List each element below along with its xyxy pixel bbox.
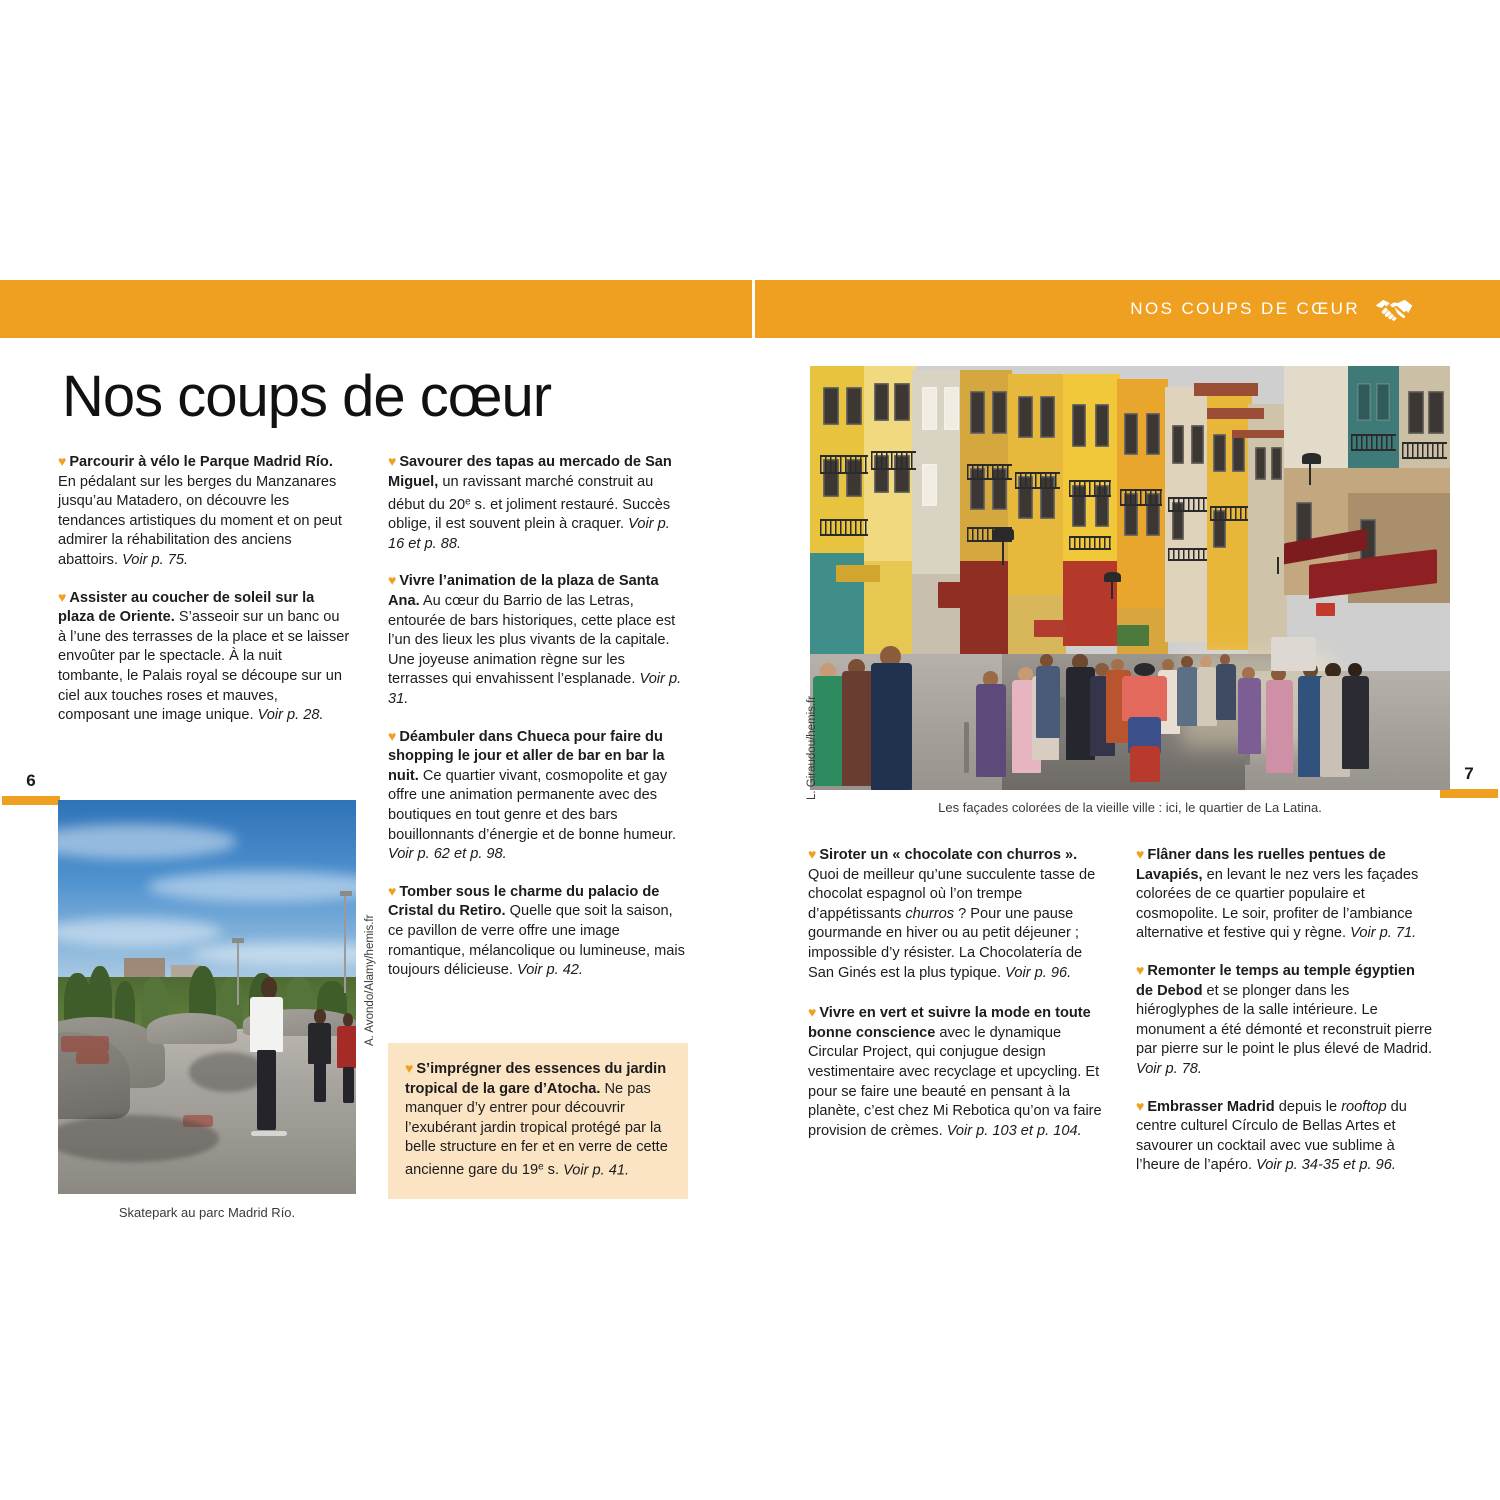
tip-entry <box>388 571 688 709</box>
folio-rule-right <box>1440 789 1498 798</box>
skatepark-photo <box>58 800 356 1194</box>
heart-icon: ♥ <box>388 572 397 589</box>
tip-ref: Voir p. 34-35 et p. 96. <box>1256 1157 1396 1174</box>
left-column-two <box>388 452 688 981</box>
folio-left <box>2 772 60 805</box>
tip-ref: Voir p. 31. <box>388 671 682 707</box>
running-head-band-left <box>0 280 752 338</box>
tip-lead: Tomber sous le charme du palacio de Cristal du Retiro. <box>388 883 660 920</box>
la-latina-street-photo <box>810 366 1450 790</box>
heart-icon: ♥ <box>1136 1097 1145 1114</box>
left-column-one <box>58 452 350 726</box>
tip-ref: Voir p. 96. <box>1005 964 1072 981</box>
heart-icon: ♥ <box>1136 846 1145 862</box>
tip-ref: Voir p. 78. <box>1136 1060 1202 1077</box>
tip-entry <box>58 452 350 571</box>
tip-body: avec le dynamique Circular Project, qui conjugue design vestimentaire avec recyclage et upcycling. Et pour se faire une beauté en pensant à la planète, c’est chez Mi Rebotica qu’on va faire provision de crèmes. <box>808 1024 1102 1139</box>
tip-entry <box>388 882 688 981</box>
tip-entry <box>58 588 350 726</box>
tip-lead: Assister au coucher de soleil sur la plaza de Oriente. <box>58 589 315 626</box>
tip-ref: Voir p. 71. <box>1350 925 1417 942</box>
tip-ref: Voir p. 16 et p. 88. <box>388 516 670 552</box>
tip-ref: Voir p. 75. <box>122 551 189 568</box>
tip-ref: Voir p. 42. <box>517 962 583 979</box>
tip-lead: S’imprégner des essences du jardin tropical de la gare d’Atocha. <box>405 1061 667 1097</box>
heart-icon: ♥ <box>1136 961 1145 978</box>
page-number-left: 6 <box>26 771 36 790</box>
photo-credit-right: L. Giraudou/hemis.fr <box>806 695 818 800</box>
handshake-icon <box>1374 295 1414 323</box>
tip-lead: Embrasser Madrid <box>1147 1098 1275 1115</box>
tip-lead: Flâner dans les ruelles pentues de Lavapiés, <box>1136 847 1386 883</box>
heart-icon: ♥ <box>808 1004 817 1021</box>
tip-body: en levant le nez vers les façades colorées de ce quartier populaire et cosmopolite. Le soir, profiter de l’ambiance alternative et festive qui y règne. <box>1136 866 1419 942</box>
tip-lead: Remonter le temps au temple égyptien de Debod <box>1136 962 1415 999</box>
running-head-label: NOS COUPS DE CŒUR <box>1130 299 1360 318</box>
tip-body: Ce quartier vivant, cosmopolite et gay offre une animation permanente avec des boutiques en tout genre et des bars bouillonnants d’énergie et de bonne humeur. <box>388 767 677 843</box>
tip-entry <box>1136 961 1436 1080</box>
tip-body-italic-rooftop: depuis le rooftop du centre culturel Círculo de Bellas Artes et savourer un cocktail avec vue sublime à l’heure de l’apéro. <box>1136 1098 1407 1174</box>
photo-caption-right: Les façades colorées de la vieille ville : ici, le quartier de La Latina. <box>938 800 1322 815</box>
tip-body: Quelle que soit la saison, ce pavillon de verre offre une image romantique, mélancolique ou lumineuse, mais toujours délicieuse. <box>388 903 685 979</box>
tip-entry <box>808 845 1108 983</box>
tip-lead: Vivre l’animation de la plaza de Santa Ana. <box>388 573 659 610</box>
tip-ref: Voir p. 28. <box>257 707 324 724</box>
tip-body: Au cœur du Barrio de las Letras, entourée de bars historiques, cette place est l’un des lieux les plus vivants de la capitale. Une joyeuse animation règne sur les terrasses qui envahissent l’esplanade. <box>388 593 676 688</box>
heart-icon: ♥ <box>808 846 817 862</box>
photo-caption-left: Skatepark au parc Madrid Río. <box>118 1205 296 1220</box>
tip-ref: Voir p. 41. <box>563 1162 630 1179</box>
tip-body: un ravissant marché construit au début du 20e s. et joliment restauré. Succès oblige, il est souvent plein à craquer. <box>388 473 671 533</box>
tip-entry <box>1136 1097 1436 1176</box>
tip-entry <box>388 452 688 554</box>
tip-lead: Siroter un « chocolate con churros ». <box>819 847 1078 863</box>
tip-ref: Voir p. 103 et p. 104. <box>946 1122 1082 1139</box>
photo-credit-left: A. Avondo/Alamy/hemis.fr <box>364 914 376 1046</box>
tip-body: Ne pas manquer d’y entrer pour découvrir l’exubérant jardin tropical protégé par la belle structure en fer et en verre de cette ancienne gare du 19e s. <box>405 1080 668 1179</box>
tip-entry <box>388 727 688 865</box>
tip-body: En pédalant sur les berges du Manzanares jusqu’au Matadero, on découvre les tendances artistiques du moment et on peut admirer la réhabilitation des anciens abattoirs. <box>58 473 342 568</box>
tip-body: Quoi de meilleur qu’une succulente tasse de chocolat espagnol où l’on trempe d’appétissants churros ? Pour une pause gourmande en hiver ou au petit déjeuner ; impossible d’y résister. La Chocolatería de San Ginés est la plus typique. <box>808 866 1096 981</box>
right-column-two <box>1136 845 1436 1176</box>
tip-ref: Voir p. 62 et p. 98. <box>388 846 507 863</box>
tip-body: S’asseoir sur un banc ou à l’une des terrasses de la place et se laisser envoûter par le spectacle. À la nuit tombante, le Palais royal se découpe sur un ciel aux touches roses et mauves, composant une image unique. <box>58 609 350 724</box>
heart-icon: ♥ <box>58 588 67 605</box>
heart-icon: ♥ <box>405 1060 414 1076</box>
tip-lead: Déambuler dans Chueca pour faire du shopping le jour et aller de bar en bar la nuit. <box>388 728 665 784</box>
heart-icon: ♥ <box>58 453 67 469</box>
page-title: Nos coups de cœur <box>62 364 552 429</box>
heart-icon: ♥ <box>388 453 397 469</box>
heart-icon: ♥ <box>388 882 397 899</box>
tip-entry <box>808 1003 1108 1141</box>
tip-lead: Savourer des tapas au mercado de San Miguel, <box>388 454 672 490</box>
tip-entry <box>1136 845 1436 944</box>
page-number-right: 7 <box>1464 764 1474 783</box>
heart-icon: ♥ <box>388 727 397 744</box>
tip-body: et se plonger dans les hiéroglyphes de la salle intérieure. Le monument a été démonté et reconstruit pierre par pierre sur le point le plus élevé de Madrid. <box>1136 982 1433 1058</box>
tip-lead: Parcourir à vélo le Parque Madrid Río. <box>69 454 333 470</box>
tip-lead: Vivre en vert et suivre la mode en toute bonne conscience <box>808 1005 1091 1041</box>
right-column-one <box>808 845 1108 1141</box>
running-head <box>1130 280 1414 338</box>
folio-rule-left <box>2 796 60 805</box>
highlight-box <box>388 1043 688 1199</box>
